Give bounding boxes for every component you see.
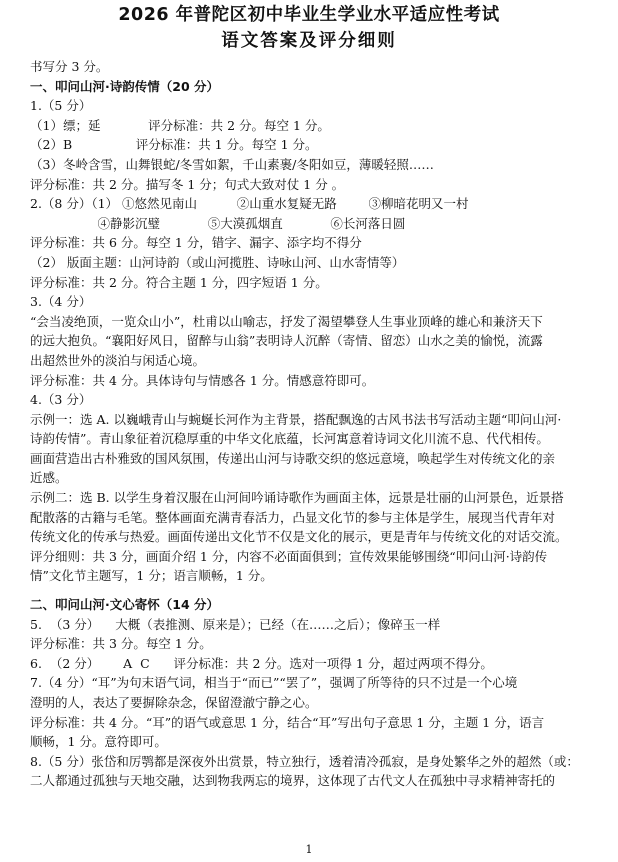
text-line: 书写分 3 分。 — [30, 59, 109, 74]
text-line: 示例二：选 B. 以学生身着汉服在山河间吟诵诗歌作为画面主体，远景是壮丽的山河景色，近景搭 — [30, 490, 564, 506]
text-line: （1）缥；延 评分标准：共 2 分。每空 1 分。 — [30, 117, 330, 133]
text-line: 情”文化节主题写，1 分；语言顺畅，1 分。 — [30, 568, 273, 584]
text-line: 传统文化的传承与热爱。画面传递出文化节不仅是文化的展示，更是青年与传统文化的对话交流。 — [30, 529, 568, 545]
text-line: 示例一：选 A. 以巍峨青山与蜿蜒长河作为主背景，搭配飘逸的古风书法书写活动主题“叩问山河· — [30, 411, 562, 427]
text-line: 评分标准：共 2 分。符合主题 1 分，四字短语 1 分。 — [30, 274, 328, 290]
text-line: 评分标准：共 3 分。每空 1 分。 — [30, 636, 212, 652]
text-line: 评分标准：共 6 分。每空 1 分，错字、漏字、添字均不得分 — [30, 235, 362, 251]
text-line: “会当凌绝顶，一览众山小”，杜甫以山喻志，抒发了渴望攀登人生事业顶峰的雄心和兼济天下 — [30, 313, 543, 329]
text-line: 顺畅，1 分。意符即可。 — [30, 734, 167, 750]
document-title: 2026 年普陀区初中毕业生学业水平适应性考试 — [118, 5, 500, 25]
text-line: 7.（4 分）“耳”为句末语气词，相当于“而已”“罢了”，强调了所等待的只不过是一个心境 — [30, 675, 518, 691]
text-line: 评分标准：共 4 分。“耳”的语气或意思 1 分，结合“耳”写出句子意思 1 分，主题 1 分，语言 — [30, 714, 545, 730]
text-line: 4.（3 分） — [30, 392, 92, 408]
text-line: 诗韵传情”。青山象征着沉稳厚重的中华文化底蕴，长河寓意着诗词文化川流不息、代代相传。 — [30, 431, 549, 447]
text-line: 评分标准：共 2 分。描写冬 1 分；句式大致对仗 1 分 。 — [30, 176, 345, 192]
text-line: 评分标准：共 4 分。具体诗句与情感各 1 分。情感意符即可。 — [30, 372, 375, 388]
text-line: 1.（5 分） — [30, 98, 92, 114]
section-heading: 一、叩问山河·诗韵传情（20 分） — [30, 78, 219, 94]
text-line: 3.（4 分） — [30, 294, 92, 310]
page-number: 1 — [305, 843, 313, 856]
text-line: 出超然世外的淡泊与闲适心境。 — [30, 352, 206, 368]
text-line: 配散落的古籍与毛笔。整体画面充满青春活力，凸显文化节的参与主体是学生，展现当代青年对 — [30, 509, 556, 525]
section-gap — [30, 586, 616, 595]
text-line: （2） 版面主题：山河诗韵（或山河揽胜、诗咏山河、山水寄情等） — [30, 254, 405, 270]
text-line: 8.（5 分）张岱和厉鹗都是深夜外出赏景，特立独行，透着清冷孤寂，是身处繁华之外的超然（或： — [30, 753, 579, 769]
text-line: ④静影沉璧 ⑤大漠孤烟直 ⑥长河落日圆 — [30, 215, 406, 231]
document-subtitle: 语文答案及评分细则 — [221, 31, 397, 51]
text-line: 二人都通过孤独与天地交融，达到物我两忘的境界，这体现了古代文人在孤独中寻求精神寄托的 — [30, 773, 556, 789]
text-line: 评分细则：共 3 分，画面介绍 1 分，内容不必面面俱到；宣传效果能够围绕“叩问山河·诗韵传 — [30, 548, 548, 564]
text-line: 5. （3 分） 大概（表推测、原来是）；已经（在……之后）；像碎玉一样 — [30, 616, 441, 632]
text-line: 6. （2 分） A C 评分标准：共 2 分。选对一项得 1 分，超过两项不得分。 — [30, 655, 493, 671]
document-body — [30, 57, 616, 791]
text-line: 澄明的人，表达了要摒除杂念，保留澄澈宁静之心。 — [30, 695, 318, 710]
text-line: 的远大抱负。“襄阳好风日，留醉与山翁”表明诗人沉醉（寄情、留恋）山水之美的愉悦，流露 — [30, 333, 543, 349]
text-line: 画面营造出古朴雅致的国风氛围，传递出山河与诗歌交织的悠远意境，唤起学生对传统文化的亲 — [30, 450, 556, 466]
text-line: 近感。 — [30, 470, 68, 486]
text-line: （3）冬岭含雪，山舞银蛇/冬雪如絮，千山素裹/冬阳如豆，薄暖轻照…… — [30, 156, 434, 172]
text-line: （2）B 评分标准：共 1 分。每空 1 分。 — [30, 137, 318, 153]
section-heading: 二、叩问山河·文心寄怀（14 分） — [30, 597, 219, 613]
text-line: 2.（8 分）（1） ①悠然见南山 ②山重水复疑无路 ③柳暗花明又一村 — [30, 196, 469, 212]
